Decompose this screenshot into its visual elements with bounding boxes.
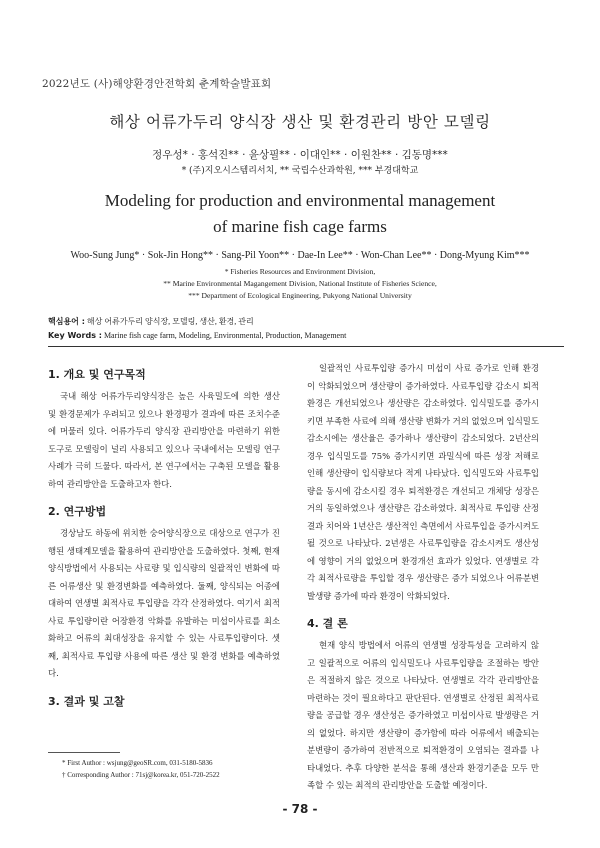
affiliation-2: ** Marine Environmental Magangement Division, National Institute of Fisheries Science, (163, 279, 437, 288)
section-body-method: 경상남도 하동에 위치한 숭어양식장으로 대상으로 연구가 진행된 생태계모델을 활용하여 관리방안을 도출하였다. 첫째, 현재 양식방법에서 사용되는 사료량 및 입식량의 일괄적인 변화에 따른 어류생산 및 환경변화를 예측하였다. 둘째, 양식되는 어종에 대하여 연생별 최적사료 투입량을 각각 산정하였다. 여기서 최적사료 투입량이란 어장환경 악화를 유발하는 미섭이사료를 최소화하고 어류의 최대성장을 유지할 수 있는 사료투입량이다. 셋째, 최적사료 투입량 사용에 따른 생산 및 환경 변화를 예측하였다. (48, 528, 280, 678)
keywords-korean (48, 315, 568, 329)
header-divider (48, 346, 564, 347)
affiliation-1: * Fisheries Resources and Environment Division, (224, 267, 376, 276)
keywords-english (48, 329, 568, 343)
section-heading-result: 3. 결과 및 고찰 (48, 694, 125, 708)
english-title (0, 188, 600, 240)
section-body-result: 일괄적인 사료투입량 증가시 미섭이 사료 증가로 인해 환경이 악화되었으며 생산량이 증가하였다. 사료투입량 감소시 퇴적환경은 개선되었으나 생산량은 감소하였다. 입식밀도를 증가시키면 부족한 사료에 의해 생산량 변화가 거의 없었으며 입식밀도 감소시에는 생산율은 증가하나 생산량이 감소되었다. 2년산의 경우 입식밀도를 75% 증가시키면 과밀식에 따른 성장 저해로 인해 생산량이 입식량보다 적게 나타났다. 입식밀도와 사료투입량을 동시에 감소시킬 경우 퇴적환경은 개선되고 개체당 성장은 거의 동일하였으나 생산량은 감소하였다. 최적사료 투입량 산정결과 치어와 1년산은 생산적인 측면에서 사료투입을 증가시켜도 될 것으로 나타났다. 2년생은 사료투입량을 감소시켜도 생산성에 영향이 거의 없었으며 환경개선 효과가 있었다. 연생별로 각각 최적사료량을 투입할 경우 생산량은 증가 되었으나 어류분변 발생량 증가에 따라 환경이 악화되었다. (307, 363, 539, 601)
affiliation-3: *** Department of Ecological Engineering, Pukyong National University (188, 291, 412, 300)
keywords-label-kr: 핵심용어 : (48, 317, 85, 326)
english-title-line-2: of marine fish cage farms (213, 217, 387, 236)
left-column (48, 360, 280, 715)
korean-authors: 정우성* · 홍석진** · 윤상필** · 이대인** · 이원찬** · 김동명*** (152, 149, 448, 161)
keywords-en-text: Marine fish cage farm, Modeling, Environmental, Production, Management (103, 331, 347, 340)
section-heading-conclusion: 4. 결 론 (307, 617, 348, 630)
keywords-kr-text: 해상 어류가두리 양식장, 모델링, 생산, 환경, 관리 (86, 317, 254, 326)
section-heading-intro: 1. 개요 및 연구목적 (48, 368, 146, 381)
keywords-block (48, 315, 568, 343)
korean-title: 해상 어류가두리 양식장 생산 및 환경관리 방안 모델링 (109, 113, 491, 131)
footnote-divider (48, 752, 120, 753)
page-number: - 78 - (282, 802, 318, 816)
section-heading-method: 2. 연구방법 (48, 505, 107, 518)
footnote-corresponding-author: † Corresponding Author : 71sj@korea.kr, 051-720-2522 (62, 771, 220, 779)
english-authors: Woo-Sung Jung* · Sok-Jin Hong** · Sang-Pil Yoon** · Dae-In Lee** · Won-Chan Lee** · Dong-Myung Kim*** (70, 250, 530, 261)
conference-header: 2022년도 (사)해양환경안전학회 춘계학술발표회 (42, 78, 272, 90)
section-body-conclusion: 현재 양식 방법에서 어류의 연생별 성장특성을 고려하지 않고 일괄적으로 어류의 입식밀도나 사료투입량을 조절하는 방안은 적절하지 않은 것으로 나타났다. 연생별로 각각 관리방안을 마련하는 것이 필요하다고 판단된다. 연생별로 산정된 최적사료량을 공급할 경우 생산성은 증가하였고 미섭이사료 발생량은 거의 없었다. 하지만 생산량이 증가함에 따라 어류에서 배출되는 분변량이 증가하여 전반적으로 퇴적환경이 오염되는 결과를 나타내었다. 추후 다양한 분석을 통해 생산과 환경기준을 모두 만족할 수 있는 최적의 관리방안을 도출할 예정이다. (307, 640, 539, 790)
right-column (307, 360, 539, 805)
korean-affiliation: * (주)지오시스템리서치, ** 국립수산과학원, *** 부경대학교 (181, 166, 419, 176)
section-body-intro: 국내 해상 어류가두리양식장은 높은 사육밀도에 의한 생산 및 환경문제가 우려되고 있으나 환경평가 결과에 따른 조치수준에 머물러 있다. 어류가두리 양식장 관리방안을 마련하기 위한 도구로 모델링이 널리 사용되고 있으나 국내에서는 모델링 연구사례가 극히 드물다. 따라서, 본 연구에서는 구축된 모델을 활용하여 관리방안을 도출하고자 한다. (48, 391, 280, 489)
keywords-label-en: Key Words : (48, 331, 102, 340)
footnote-first-author: * First Author : wsjung@geoSR.com, 031-5180-5836 (62, 759, 213, 767)
english-affiliations (0, 266, 600, 302)
english-title-line-1: Modeling for production and environmental management (104, 191, 496, 210)
